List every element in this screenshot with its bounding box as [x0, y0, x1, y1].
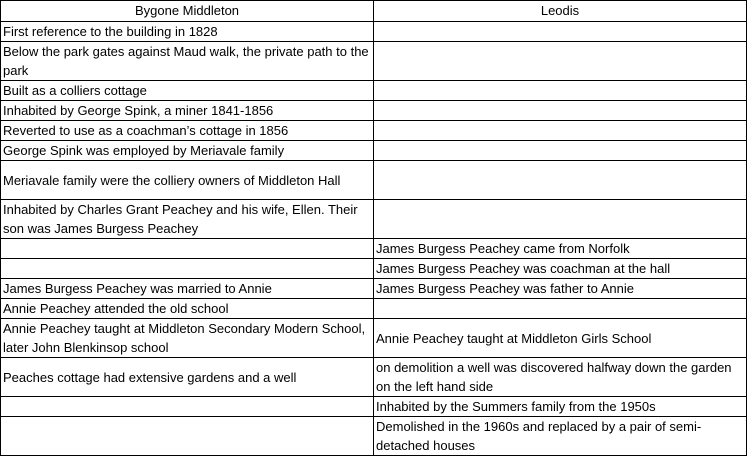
- cell-bygone-middleton[interactable]: Below the park gates against Maud walk, the private path to the park: [1, 42, 374, 81]
- table-row: [1, 259, 747, 279]
- table-row: [1, 319, 747, 358]
- cell-leodis[interactable]: Inhabited by the Summers family from the 1950s: [374, 397, 747, 417]
- table-row: [1, 81, 747, 101]
- cell-bygone-middleton[interactable]: [1, 417, 374, 456]
- cell-bygone-middleton[interactable]: [1, 259, 374, 279]
- cell-bygone-middleton[interactable]: Annie Peachey attended the old school: [1, 299, 374, 319]
- header-row: [1, 1, 747, 22]
- cell-leodis[interactable]: [374, 161, 747, 200]
- cell-leodis[interactable]: Demolished in the 1960s and replaced by a pair of semi-detached houses: [374, 417, 747, 456]
- table-row: [1, 121, 747, 141]
- table-row: [1, 141, 747, 161]
- cell-leodis[interactable]: [374, 22, 747, 42]
- cell-bygone-middleton[interactable]: Inhabited by Charles Grant Peachey and his wife, Ellen. Their son was James Burgess Peachey: [1, 200, 374, 239]
- cell-bygone-middleton[interactable]: Built as a colliers cottage: [1, 81, 374, 101]
- cell-leodis[interactable]: on demolition a well was discovered halfway down the garden on the left hand side: [374, 358, 747, 397]
- table-row: [1, 397, 747, 417]
- table-row: [1, 239, 747, 259]
- cell-bygone-middleton[interactable]: James Burgess Peachey was married to Annie: [1, 279, 374, 299]
- cell-leodis[interactable]: [374, 141, 747, 161]
- cell-leodis[interactable]: [374, 299, 747, 319]
- cell-bygone-middleton[interactable]: George Spink was employed by Meriavale family: [1, 141, 374, 161]
- cell-leodis[interactable]: [374, 101, 747, 121]
- header-leodis[interactable]: Leodis: [374, 1, 747, 22]
- header-bygone-middleton[interactable]: Bygone Middleton: [1, 1, 374, 22]
- cell-bygone-middleton[interactable]: Peaches cottage had extensive gardens and a well: [1, 358, 374, 397]
- cell-bygone-middleton[interactable]: First reference to the building in 1828: [1, 22, 374, 42]
- cell-bygone-middleton[interactable]: Inhabited by George Spink, a miner 1841-1856: [1, 101, 374, 121]
- cell-leodis[interactable]: James Burgess Peachey was father to Annie: [374, 279, 747, 299]
- table-row: [1, 22, 747, 42]
- cell-leodis[interactable]: [374, 121, 747, 141]
- cell-leodis[interactable]: [374, 42, 747, 81]
- table-row: [1, 42, 747, 81]
- table-row: [1, 299, 747, 319]
- cell-bygone-middleton[interactable]: Meriavale family were the colliery owners of Middleton Hall: [1, 161, 374, 200]
- cell-leodis[interactable]: James Burgess Peachey came from Norfolk: [374, 239, 747, 259]
- cell-leodis[interactable]: Annie Peachey taught at Middleton Girls School: [374, 319, 747, 358]
- cell-bygone-middleton[interactable]: Annie Peachey taught at Middleton Secondary Modern School, later John Blenkinsop school: [1, 319, 374, 358]
- cell-leodis[interactable]: [374, 200, 747, 239]
- cell-leodis[interactable]: [374, 81, 747, 101]
- cell-bygone-middleton[interactable]: [1, 397, 374, 417]
- table-row: [1, 101, 747, 121]
- table-row: [1, 161, 747, 200]
- table-row: [1, 417, 747, 456]
- table-row: [1, 358, 747, 397]
- cell-leodis[interactable]: James Burgess Peachey was coachman at the hall: [374, 259, 747, 279]
- cell-bygone-middleton[interactable]: [1, 239, 374, 259]
- table-row: [1, 200, 747, 239]
- table-row: [1, 279, 747, 299]
- cell-bygone-middleton[interactable]: Reverted to use as a coachman’s cottage in 1856: [1, 121, 374, 141]
